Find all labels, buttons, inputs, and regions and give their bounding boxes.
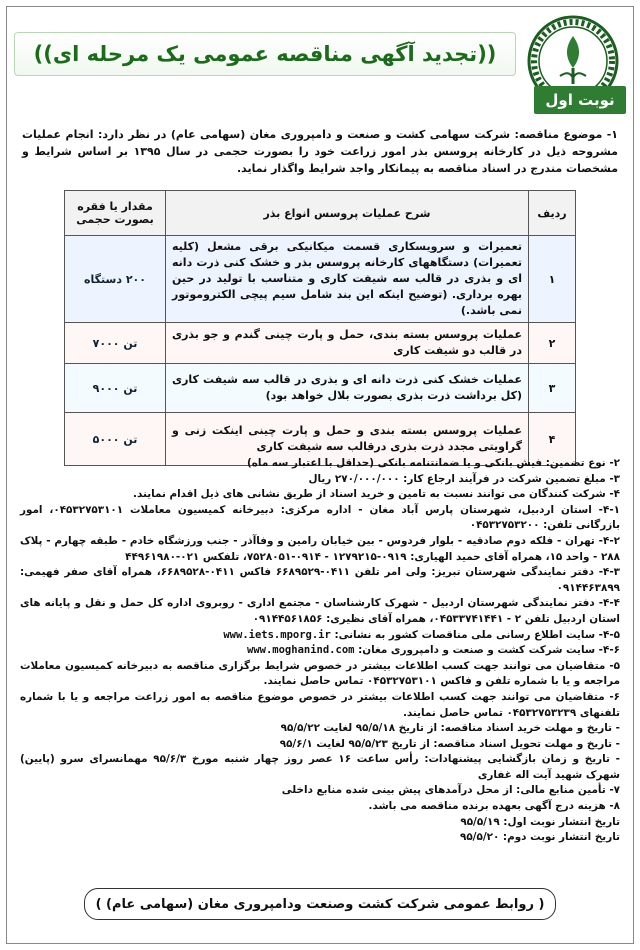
row-desc: عملیات پروسس بسته بندی و حمل و پارت چینی اینکت زنی و گراویتی مجدد ذرت بذری درقالب سه شیفت کاری (166, 413, 529, 466)
site-moghan-label: ۴-۶- سایت شرکت کشت و صنعت و دامپروری مغان: (358, 644, 620, 657)
site-iets-link[interactable]: www.iets.mporg.ir (223, 628, 331, 641)
header (14, 14, 626, 124)
item-purchase-info: ۴- شرکت کنندگان می توانند نسبت به تامین و خرید اسناد از طریق نشانی های ذیل اقدام نمایند. (133, 488, 620, 501)
item-address-ardabil-office: ۴-۴- دفتر نمایندگی شهرستان اردبیل - شهرک کارشناسان - مجتمع اداری - روبروی اداره کل حمل و نقل و پایانه های استان اردبیل تلفن ۲ - ۰۴۵۳۳۷۴۱۴۴۱، همراه آقای نظیری: ۰۹۱۴۴۵۶۱۸۵۶ (20, 597, 620, 625)
row-qty: ۲۰۰ دستگاه (65, 236, 166, 323)
row-desc: تعمیرات و سرویسکاری قسمت میکانیکی برقی مشعل (کلیه تعمیرات) دستگاههای کارخانه پروسس بذر و خشک کنی ذرت دانه ای و بذری در قالب سه شیفت کاری و متناسب با تولید در حین بهره برداری. (توضیح اینکه این بند شامل سیم پیچی الکتروموتور نمی باشد.) (166, 236, 529, 323)
item-funding: ۷- تأمین منابع مالی: از محل درآمدهای پیش بینی شده منابع داخلی (281, 784, 620, 797)
item-guarantee-type: ۲- نوع تضمین: فیش بانکی و یا ضمانتنامه بانکی (حداقل با اعتبار سه ماه) (247, 457, 620, 469)
site-moghan-link[interactable]: www.moghanind.com (247, 644, 355, 657)
item-contact-commission: ۵- متقاضیان می توانند جهت کسب اطلاعات بیشتر در خصوص شرایط برگزاری مناقصه به دبیرخانه کمیسیون معاملات مراجعه و یا با شماره تلفن و فاکس ۰۴۵۳۲۷۵۳۱۰۱ تماس حاصل نمایند. (20, 659, 620, 688)
item-contact-agriculture: ۶- متقاضیان می توانند جهت کسب اطلاعات بیشتر در خصوص موضوع مناقصه به امور زراعت مراجعه و یا با شماره تلفنهای ۰۴۵۳۲۷۵۳۲۳۹ تماس حاصل نمایند. (20, 690, 620, 719)
intro-paragraph: ۱- موضوع مناقصه: شرکت سهامی کشت و صنعت و دامپروری مغان (سهامی عام) در نظر دارد: انجام عملیات مشروحه ذیل در کارخانه پروسس بذر امور زراعت خود را بصورت حجمی در سال ۱۳۹۵ بر اساس شرایط و مشخصات مندرج در اسناد مناقصه به پیمانکار واجد شرایط واگذار نماید. (22, 128, 618, 175)
row-qty: تن ۷۰۰۰ (65, 323, 166, 364)
notice-title: ((تجدید آگهی مناقصه عمومی یک مرحله ای)) (14, 32, 516, 76)
header-qty: مقدار یا فقره بصورت حجمی (65, 191, 166, 236)
notice-items (20, 456, 620, 846)
item-purchase-deadline: - تاریخ و مهلت خرید اسناد مناقصه: از تاریخ ۹۵/۵/۱۸ لغایت ۹۵/۵/۲۲ (280, 722, 620, 735)
header-desc: شرح عملیات پروسس انواع بذر (166, 191, 529, 236)
item-site-iets (20, 628, 620, 644)
row-qty: تن ۹۰۰۰ (65, 364, 166, 413)
table-header-row (65, 191, 576, 236)
row-num: ۳ (529, 364, 576, 413)
row-num: ۱ (529, 236, 576, 323)
item-guarantee-amount: ۳- مبلغ تضمین شرکت در فرآیند ارجاع کار: ۲۷۰/۰۰۰/۰۰۰ ریال (308, 472, 620, 485)
table-row (65, 364, 576, 413)
item-second-publication: تاریخ انتشار نوبت دوم: ۹۵/۵/۲۰ (460, 831, 620, 844)
item-site-moghan (20, 643, 620, 659)
header-num: ردیف (529, 191, 576, 236)
item-delivery-deadline: - تاریخ و مهلت تحویل اسناد مناقصه: از تاریخ ۹۵/۵/۲۳ لغایت ۹۵/۶/۱ (279, 737, 620, 750)
site-iets-label: ۴-۵- سایت اطلاع رسانی ملی مناقصات کشور به نشانی: (334, 628, 620, 641)
item-address-ardabil: ۴-۱- استان اردبیل، شهرستان پارس آباد مغان - اداره مرکزی: دبیرخانه کمیسیون معاملات ۰۴۵۳۲۷۵۳۱۰۱، امور بازرگانی تلفن: ۰۴۵۳۲۷۵۳۲۰۰ (20, 503, 620, 532)
item-address-tehran: ۴-۲- تهران - فلکه دوم صادقیه - بلوار فردوس - بین خیابان رامین و وفاآذر - جنب ورزشگاه خادم - طبقه چهارم - پلاک ۲۸۸ - واحد ۱۵، همراه آقای حمید الهیاری: ۰۹۱۹-۱۲۷۹۲۱۵ - ۰۹۱۴-۷۵۲۸۰۵۱، تلفکس ۰۲۱-۴۴۹۶۱۹۸۰ (20, 534, 620, 563)
operations-table (64, 190, 576, 466)
publication-badge: نوبت اول (534, 86, 626, 114)
item-first-publication: تاریخ انتشار نوبت اول: ۹۵/۵/۱۹ (460, 815, 620, 828)
row-desc: عملیات خشک کنی ذرت دانه ای و بذری در قالب سه شیفت کاری (کل برداشت ذرت بذری بصورت بلال خواهد بود) (166, 364, 529, 413)
footer-public-relations: ( روابط عمومی شرکت کشت وصنعت ودامپروری مغان (سهامی عام) ) (84, 888, 556, 920)
table-row (65, 323, 576, 364)
row-desc: عملیات پروسس بسته بندی، حمل و پارت چینی گندم و جو بذری در قالب دو شیفت کاری (166, 323, 529, 364)
row-num: ۴ (529, 413, 576, 466)
table-row (65, 236, 576, 323)
row-num: ۲ (529, 323, 576, 364)
row-qty: تن ۵۰۰۰ (65, 413, 166, 466)
item-opening-date: - تاریخ و زمان بازگشایی پیشنهادات: رأس ساعت ۱۶ عصر روز چهار شنبه مورخ ۹۵/۶/۳ مهمانسرای سرو (پایین) شهرک شهید آیت اله غفاری (20, 753, 620, 781)
item-address-tabriz: ۴-۳- دفتر نمایندگی شهرستان تبریز: ولی امر تلفن ۰۴۱۱-۶۶۸۹۵۲۹ فاکس ۰۴۱۱-۶۶۸۹۵۲۸، همراه آقای صفر فهیمی: ۰۹۱۴۴۶۳۸۹۹ (20, 566, 621, 594)
item-ad-cost: ۸- هزینه درج آگهی بعهده برنده مناقصه می باشد. (368, 800, 620, 813)
